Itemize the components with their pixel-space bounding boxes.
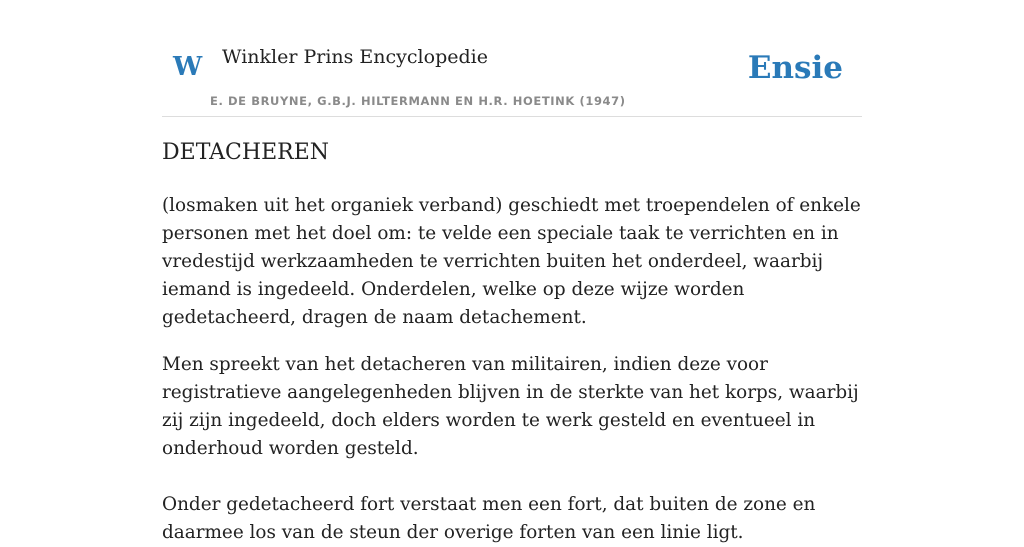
publication-title[interactable]: Winkler Prins Encyclopedie: [222, 46, 488, 68]
page: [162, 0, 862, 543]
site-header: [162, 0, 862, 117]
entry-title: DETACHEREN: [162, 140, 330, 165]
entry-body: [162, 192, 862, 547]
winkler-prins-logo[interactable]: W: [173, 52, 203, 82]
publication-authors: E. DE BRUYNE, G.B.J. HILTERMANN EN H.R. HOETINK (1947): [210, 94, 626, 108]
ensie-logo-link[interactable]: Ensie: [747, 50, 843, 86]
entry-paragraph-2: Men spreekt van het detacheren van militairen, indien deze voor registratieve aangelegenheden blijven in de sterkte van het korps, waarbij zij zijn ingedeeld, doch elders worden te werk gesteld en eventueel in onderhoud worden gesteld.: [162, 354, 859, 459]
entry-paragraph-3: Onder gedetacheerd fort verstaat men een fort, dat buiten de zone en daarmee los van de steun der overige forten van een linie ligt.: [162, 494, 816, 543]
entry-paragraph-1: (losmaken uit het organiek verband) geschiedt met troependelen of enkele personen met het doel om: te velde een speciale taak te verrichten en in vredestijd werkzaamheden te verrichten buiten het onderdeel, waarbij iemand is ingedeeld. Onderdelen, welke op deze wijze worden gedetacheerd, dragen de naam detachement.: [162, 195, 861, 328]
